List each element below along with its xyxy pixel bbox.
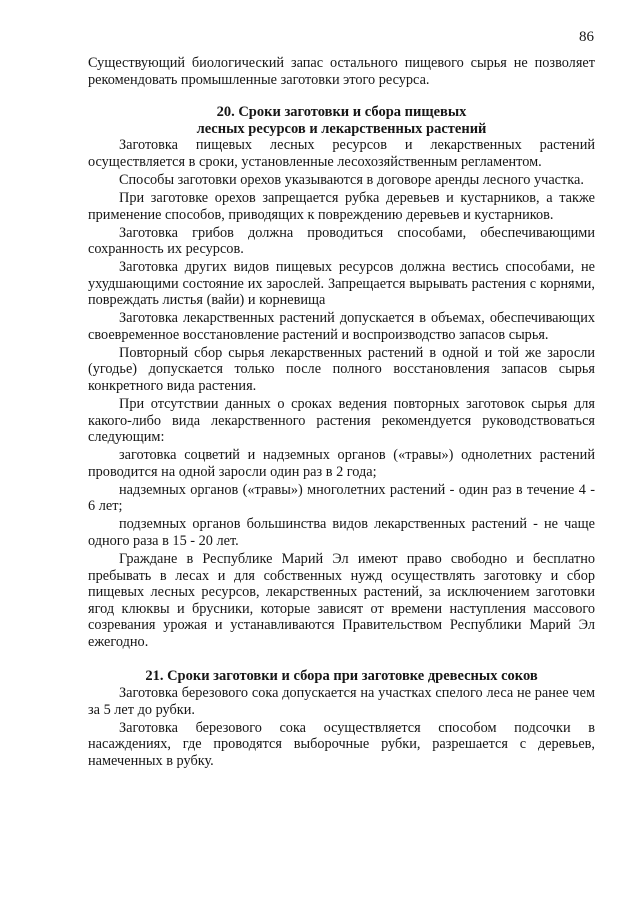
page-number: 86 (579, 29, 594, 45)
section-heading: лесных ресурсов и лекарственных растений (196, 120, 487, 137)
paragraph: заготовка соцветий и надземных органов («травы») однолетних растений проводится на одной заросли один раз в 2 года; (88, 447, 595, 480)
paragraph: При заготовке орехов запрещается рубка деревьев и кустарников, а также применение способов, приводящих к повреждению деревьев и кустарников. (88, 189, 595, 223)
paragraph: Повторный сбор сырья лекарственных растений в одной и той же заросли (угодье) допускается только после полного восстановления запасов сырья конкретного вида растения. (88, 344, 595, 395)
paragraph: Заготовка других видов пищевых ресурсов должна вестись способами, не ухудшающими состояние их зарослей. Запрещается вырывать растения с корнями, повреждать листья (вайи) и корневища (88, 259, 595, 309)
paragraph: При отсутствии данных о сроках ведения повторных заготовок сырья для какого-либо вида лекарственного растения рекомендуется руководствоваться следующим: (88, 396, 595, 446)
paragraph: Заготовка пищевых лесных ресурсов и лекарственных растений осуществляется в сроки, установленные лесохозяйственным регламентом. (88, 137, 595, 170)
paragraph: Способы заготовки орехов указываются в договоре аренды лесного участка. (119, 171, 584, 188)
paragraph: Заготовка березового сока допускается на участках спелого леса не ранее чем за 5 лет до рубки. (88, 685, 595, 718)
document-body (88, 55, 595, 771)
paragraph: Заготовка лекарственных растений допускается в объемах, обеспечивающих своевременное восстановление растений и воспроизводство запасов сырья. (88, 310, 595, 343)
paragraph: Заготовка грибов должна проводиться способами, обеспечивающими сохранность их ресурсов. (88, 224, 595, 258)
paragraph: Заготовка березового сока осуществляется способом подсочки в насаждениях, где проводятся выборочные рубки, разрешается с деревьев, намеченных в рубку. (88, 719, 595, 769)
section-heading: 20. Сроки заготовки и сбора пищевых (216, 104, 467, 121)
paragraph: подземных органов большинства видов лекарственных растений - не чаще одного раза в 15 - 20 лет. (88, 516, 595, 549)
section-heading: 21. Сроки заготовки и сбора при заготовке древесных соков (145, 668, 538, 685)
paragraph: Существующий биологический запас остального пищевого сырья не позволяет рекомендовать промышленные заготовки этого ресурса. (88, 55, 595, 88)
paragraph: надземных органов («травы») многолетних растений - один раз в течение 4 - 6 лет; (88, 481, 595, 515)
paragraph: Граждане в Республике Марий Эл имеют право свободно и бесплатно пребывать в лесах и для собственных нужд осуществлять заготовку и сбор пищевых лесных ресурсов, лекарственных растений, за исключением заготовки ягод клюквы и брусники, которые зависят от времени наступления массового созревания урожая и устанавливаются Правительством Республики Марий Эл ежегодно. (88, 550, 595, 650)
